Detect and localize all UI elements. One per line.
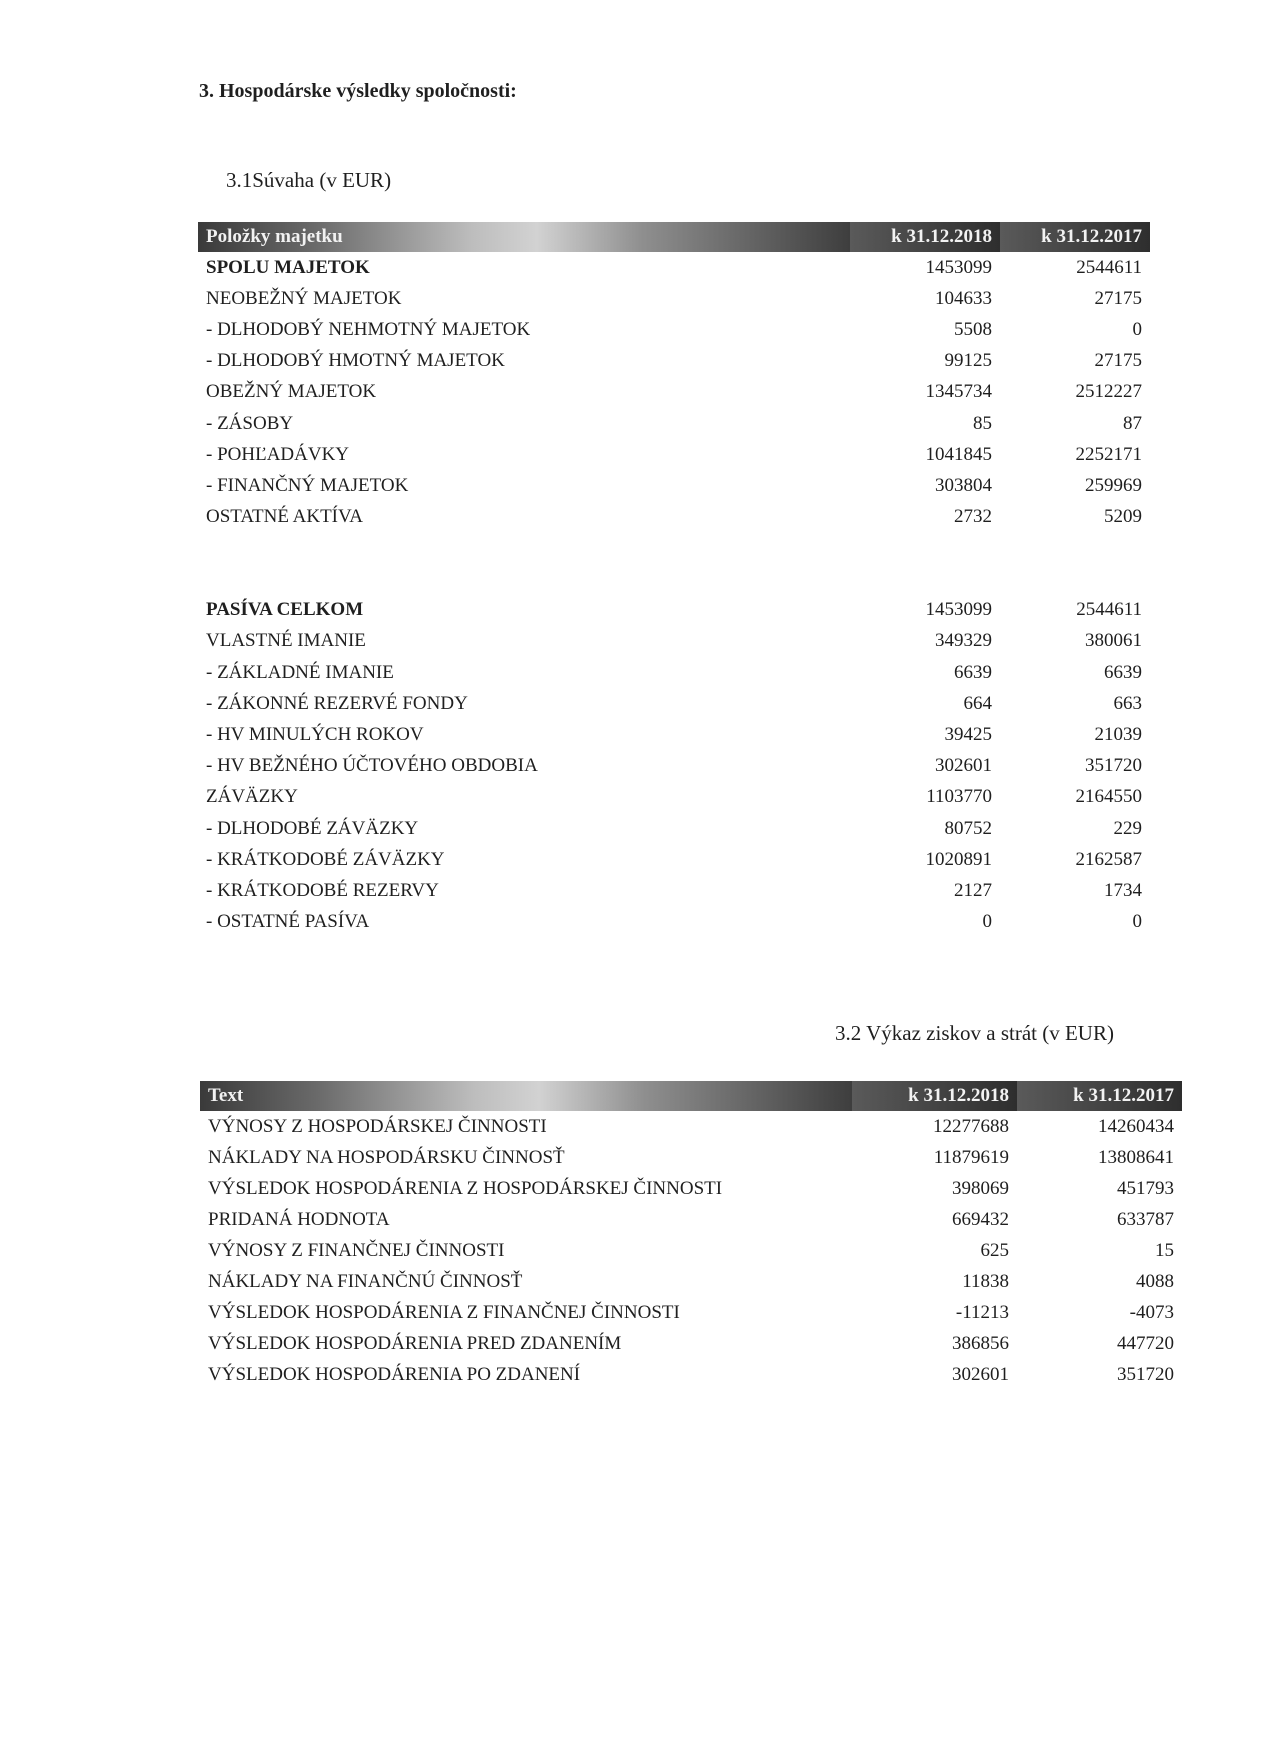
table-row [198, 314, 1150, 345]
value-2018: 398069 [952, 1177, 1009, 1199]
value-2017: 633787 [1117, 1208, 1174, 1230]
value-2017: 13808641 [1098, 1146, 1174, 1168]
row-label: - HV MINULÝCH ROKOV [206, 724, 424, 746]
row-label: VLASTNÉ IMANIE [206, 630, 366, 652]
row-label: - KRÁTKODOBÉ REZERVY [206, 879, 439, 901]
table-row [200, 1142, 1182, 1173]
value-2018: 303804 [935, 474, 992, 496]
income-statement-table [200, 1081, 1182, 1391]
row-label: VÝNOSY Z FINANČNEJ ČINNOSTI [208, 1239, 505, 1261]
value-2018: 669432 [952, 1208, 1009, 1230]
value-2018: 625 [980, 1239, 1009, 1261]
value-2017: 2252171 [1075, 443, 1142, 465]
value-2017: 1734 [1104, 879, 1142, 901]
value-2018: 1020891 [925, 848, 992, 870]
column-header-2018: k 31.12.2018 [852, 1081, 1017, 1111]
value-2017: 351720 [1117, 1364, 1174, 1386]
value-2017: 4088 [1136, 1271, 1174, 1293]
row-label: - DLHODOBÝ HMOTNÝ MAJETOK [206, 350, 505, 372]
value-2018: 1041845 [925, 443, 992, 465]
value-2018: 302601 [952, 1364, 1009, 1386]
row-label: - OSTATNÉ PASÍVA [206, 911, 370, 933]
value-2017: 21039 [1094, 724, 1142, 746]
table-row [200, 1266, 1182, 1297]
table-row [200, 1298, 1182, 1329]
value-2017: 14260434 [1098, 1115, 1174, 1137]
value-2017: 447720 [1117, 1333, 1174, 1355]
table-row [200, 1204, 1182, 1235]
row-label: - DLHODOBÉ ZÁVÄZKY [206, 817, 419, 839]
table-row [198, 377, 1150, 408]
row-label: - DLHODOBÝ NEHMOTNÝ MAJETOK [206, 318, 531, 340]
value-2017: 2164550 [1075, 786, 1142, 808]
value-2018: 302601 [935, 755, 992, 777]
balance-sheet-title: 3.1Súvaha (v EUR) [226, 168, 392, 192]
row-label: - ZÁKLADNÉ IMANIE [206, 661, 394, 683]
table-row [198, 346, 1150, 377]
value-2017: 663 [1113, 692, 1142, 714]
income-statement-header-row [200, 1081, 1182, 1111]
table-row [198, 470, 1150, 501]
income-statement-title: 3.2 Výkaz ziskov a strát (v EUR) [835, 1021, 1114, 1045]
column-header-2018: k 31.12.2018 [850, 222, 1000, 252]
value-2017: 451793 [1117, 1177, 1174, 1199]
value-2018: -11213 [955, 1302, 1009, 1324]
value-2018: 1345734 [925, 381, 992, 403]
table-row [198, 439, 1150, 470]
row-label: - HV BEŽNÉHO ÚČTOVÉHO OBDOBIA [206, 755, 538, 777]
row-label: OBEŽNÝ MAJETOK [206, 381, 377, 403]
value-2018: 1453099 [925, 256, 992, 278]
value-2017: 5209 [1104, 506, 1142, 528]
row-label: VÝSLEDOK HOSPODÁRENIA Z FINANČNEJ ČINNOSTI [208, 1302, 680, 1324]
value-2017: 2544611 [1076, 256, 1142, 278]
table-row [198, 626, 1150, 657]
table-row [200, 1235, 1182, 1266]
row-label: SPOLU MAJETOK [206, 256, 370, 278]
value-2017: 351720 [1085, 755, 1142, 777]
table-row [198, 657, 1150, 688]
value-2017: 87 [1123, 412, 1142, 434]
value-2018: 80752 [944, 817, 992, 839]
column-header-items: Položky majetku [198, 222, 850, 252]
row-label: VÝSLEDOK HOSPODÁRENIA Z HOSPODÁRSKEJ ČINNOSTI [208, 1177, 723, 1199]
column-header-text: Text [200, 1081, 852, 1111]
assets-section [198, 252, 1150, 533]
row-label: NÁKLADY NA FINANČNÚ ČINNOSŤ [208, 1271, 523, 1293]
row-label: - KRÁTKODOBÉ ZÁVÄZKY [206, 848, 445, 870]
row-label: ZÁVÄZKY [206, 786, 298, 808]
value-2018: 1103770 [926, 786, 992, 808]
value-2017: 259969 [1085, 474, 1142, 496]
value-2018: 104633 [935, 287, 992, 309]
row-label: OSTATNÉ AKTÍVA [206, 506, 363, 528]
table-row [198, 688, 1150, 719]
section-gap [198, 533, 1150, 595]
row-label: - POHĽADÁVKY [206, 443, 350, 465]
table-row [198, 751, 1150, 782]
table-row [198, 408, 1150, 439]
value-2017: 2544611 [1076, 599, 1142, 621]
value-2018: 349329 [935, 630, 992, 652]
value-2018: 386856 [952, 1333, 1009, 1355]
value-2017: 2162587 [1075, 848, 1142, 870]
value-2018: 2732 [954, 506, 992, 528]
value-2017: 27175 [1094, 350, 1142, 372]
value-2017: 6639 [1104, 661, 1142, 683]
value-2018: 11879619 [933, 1146, 1009, 1168]
table-row [198, 844, 1150, 875]
value-2018: 1453099 [925, 599, 992, 621]
table-row [200, 1111, 1182, 1142]
value-2018: 664 [963, 692, 992, 714]
page-heading: 3. Hospodárske výsledky spoločnosti: [199, 80, 517, 102]
value-2018: 85 [973, 412, 992, 434]
row-label: - ZÁSOBY [206, 412, 294, 434]
table-row [198, 875, 1150, 906]
balance-sheet-header-row [198, 222, 1150, 252]
row-label: NÁKLADY NA HOSPODÁRSKU ČINNOSŤ [208, 1146, 565, 1168]
income-rows [200, 1111, 1182, 1391]
value-2017: 2512227 [1075, 381, 1142, 403]
value-2017: 0 [1132, 911, 1142, 933]
table-row [198, 502, 1150, 533]
value-2017: 380061 [1085, 630, 1142, 652]
column-header-2017: k 31.12.2017 [1017, 1081, 1182, 1111]
row-label: PASÍVA CELKOM [206, 599, 364, 621]
table-row [198, 813, 1150, 844]
value-2017: 229 [1113, 817, 1142, 839]
value-2018: 11838 [962, 1271, 1009, 1293]
row-label: VÝSLEDOK HOSPODÁRENIA PO ZDANENÍ [208, 1364, 581, 1386]
value-2018: 6639 [954, 661, 992, 683]
row-label: NEOBEŽNÝ MAJETOK [206, 287, 402, 309]
table-row [200, 1360, 1182, 1391]
row-label: PRIDANÁ HODNOTA [208, 1208, 390, 1230]
table-row [198, 782, 1150, 813]
table-row [200, 1173, 1182, 1204]
table-row [198, 719, 1150, 750]
row-label: - ZÁKONNÉ REZERVÉ FONDY [206, 692, 468, 714]
value-2018: 5508 [954, 318, 992, 340]
table-row [198, 907, 1150, 938]
row-label: VÝNOSY Z HOSPODÁRSKEJ ČINNOSTI [208, 1115, 547, 1137]
value-2018: 2127 [954, 879, 992, 901]
balance-sheet-table [198, 222, 1150, 938]
table-row [198, 595, 1150, 626]
value-2017: 27175 [1094, 287, 1142, 309]
row-label: - FINANČNÝ MAJETOK [206, 474, 409, 496]
table-row [198, 252, 1150, 283]
table-row [198, 283, 1150, 314]
value-2018: 12277688 [933, 1115, 1009, 1137]
value-2018: 0 [982, 911, 992, 933]
value-2017: 0 [1132, 318, 1142, 340]
value-2018: 99125 [944, 350, 992, 372]
value-2017: -4073 [1129, 1302, 1174, 1324]
value-2018: 39425 [944, 724, 992, 746]
value-2017: 15 [1155, 1239, 1174, 1261]
column-header-2017: k 31.12.2017 [1000, 222, 1150, 252]
liabilities-section [198, 595, 1150, 938]
row-label: VÝSLEDOK HOSPODÁRENIA PRED ZDANENÍM [208, 1333, 622, 1355]
table-row [200, 1329, 1182, 1360]
